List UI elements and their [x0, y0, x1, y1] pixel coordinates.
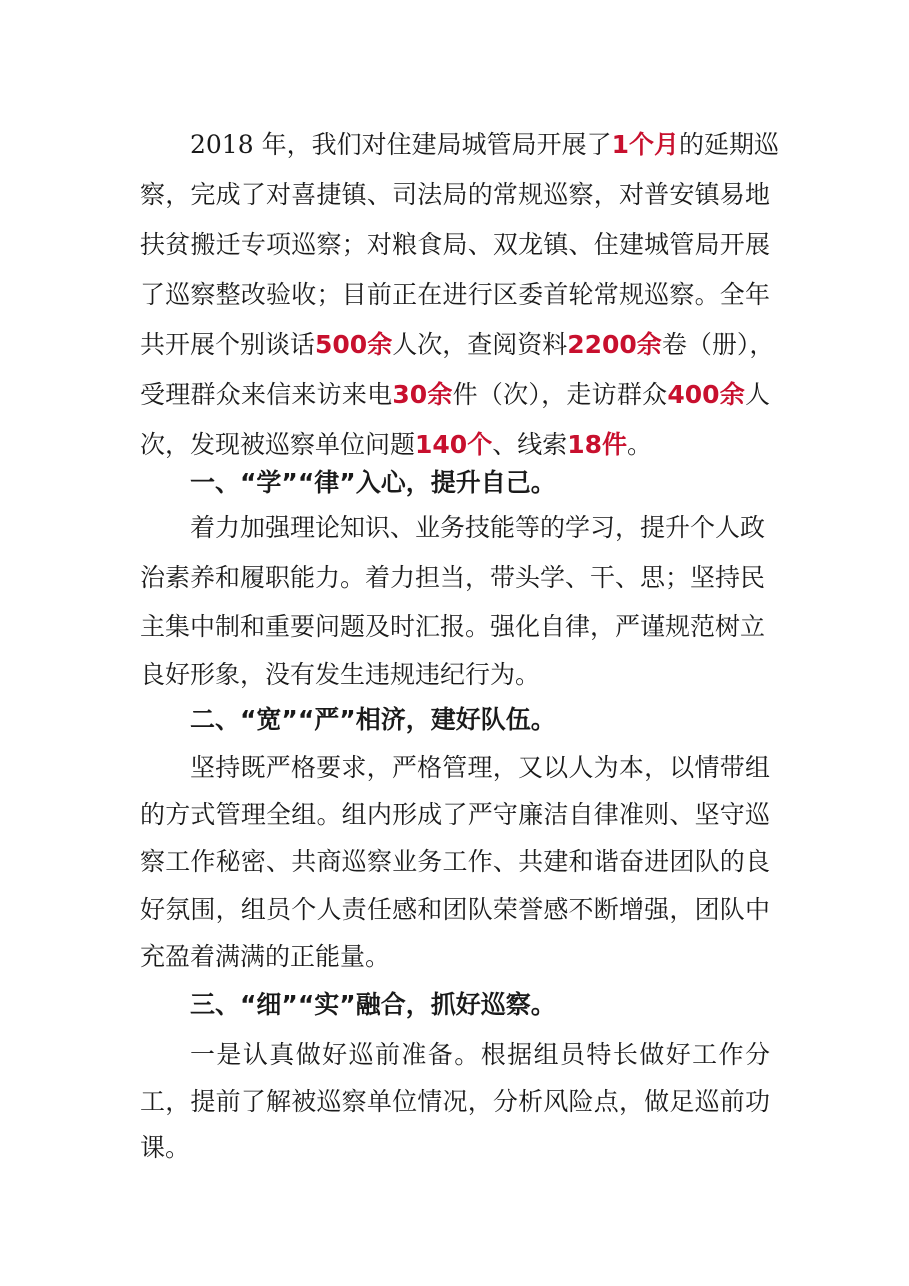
paragraph-4-line-2: 工，提前了解被巡察单位情况，分析风险点，做足巡前功 [140, 1087, 770, 1116]
highlight-problems: 140个 [415, 430, 493, 459]
paragraph-3-line-4: 好氛围，组员个人责任感和团队荣誉感不断增强，团队中 [140, 895, 770, 924]
text-run: 的延期巡 [678, 130, 779, 159]
paragraph-4-line-1: 一是认真做好巡前准备。根据组员特长做好工作分 [190, 1040, 770, 1069]
highlight-letters: 30余 [392, 380, 453, 409]
paragraph-4-line-3: 课。 [140, 1133, 191, 1162]
section-heading-3: 三、“细”“实”融合，抓好巡察。 [190, 990, 556, 1019]
paragraph-1-line-5 [140, 330, 775, 360]
text-run: 2018 年，我们对住建局城管局开展了 [190, 130, 612, 159]
text-run: 人 [745, 380, 771, 409]
paragraph-1-line-6 [140, 380, 770, 410]
section-heading-1: 一、“学”“律”入心，提升自己。 [190, 468, 556, 497]
text-run: 共开展个别谈话 [140, 330, 316, 359]
highlight-duration: 1个月 [611, 130, 679, 159]
paragraph-2-line-4: 良好形象，没有发生违规违纪行为。 [140, 660, 541, 689]
paragraph-2-line-2: 治素养和履职能力。着力担当，带头学、干、思；坚持民 [140, 563, 766, 592]
paragraph-2-line-3: 主集中制和重要问题及时汇报。强化自律，严谨规范树立 [140, 612, 766, 641]
paragraph-1-line-1 [190, 130, 779, 160]
paragraph-3-line-5: 充盈着满满的正能量。 [140, 942, 391, 971]
section-heading-2: 二、“宽”“严”相济，建好队伍。 [190, 705, 556, 734]
paragraph-1-line-7 [140, 430, 652, 460]
paragraph-1-line-4: 了巡察整改验收；目前正在进行区委首轮常规巡察。全年 [140, 280, 770, 309]
text-run: 。 [627, 430, 653, 459]
highlight-talks: 500余 [315, 330, 393, 359]
paragraph-1-line-2: 察，完成了对喜捷镇、司法局的常规巡察，对普安镇易地 [140, 180, 770, 209]
paragraph-2-line-1: 着力加强理论知识、业务技能等的学习，提升个人政 [190, 513, 766, 542]
paragraph-1-line-3: 扶贫搬迁专项巡察；对粮食局、双龙镇、住建城管局开展 [140, 230, 770, 259]
highlight-clues: 18件 [567, 430, 628, 459]
highlight-documents: 2200余 [567, 330, 662, 359]
text-run: 受理群众来信来访来电 [140, 380, 393, 409]
text-run: 人次，查阅资料 [392, 330, 568, 359]
text-run: 、线索 [492, 430, 568, 459]
text-run: 件（次），走访群众 [452, 380, 668, 409]
paragraph-3-line-2: 的方式管理全组。组内形成了严守廉洁自律准则、坚守巡 [140, 800, 770, 829]
paragraph-3-line-1: 坚持既严格要求，严格管理，又以人为本，以情带组 [190, 753, 770, 782]
text-run: 卷（册）， [661, 330, 775, 359]
text-run: 次，发现被巡察单位问题 [140, 430, 416, 459]
highlight-visits: 400余 [667, 380, 745, 409]
paragraph-3-line-3: 察工作秘密、共商巡察业务工作、共建和谐奋进团队的良 [140, 847, 770, 876]
